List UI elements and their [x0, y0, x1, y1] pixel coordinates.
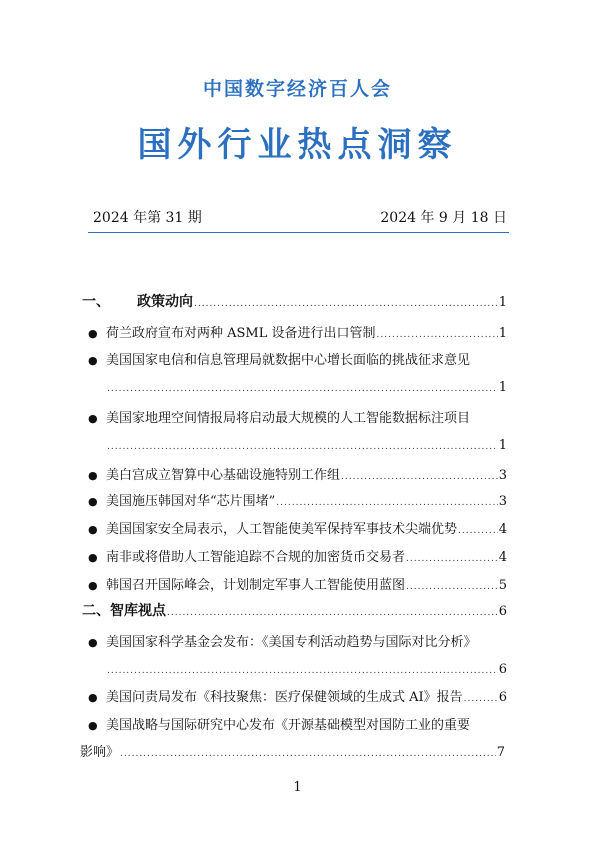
toc-item-text: 南非或将借助人工智能追踪不合规的加密货币交易者 [106, 550, 406, 565]
toc-item-text: 美国施压韩国对华“芯片围堵” [106, 494, 276, 509]
toc-item-text: 美白宫成立智算中心基础设施特别工作组 [106, 468, 341, 483]
section-number: 一、 [82, 294, 110, 310]
toc-item[interactable] [82, 352, 507, 398]
toc-item-text: 韩国召开国际峰会，计划制定军事人工智能使用蓝图 [106, 578, 406, 593]
toc-item-text: 美国国家科学基金会发布：《美国专利活动趋势与国际对比分析》 [106, 635, 477, 650]
dot-leader [406, 551, 498, 568]
issue-number: 2024 年第 31 期 [93, 210, 202, 226]
bullet-icon: ● [88, 327, 98, 340]
dot-leader [107, 381, 498, 398]
dot-leader [464, 691, 498, 708]
section-label: 二、智库视点 [82, 603, 166, 619]
dot-leader [406, 579, 498, 596]
page-footer-number: 1 [293, 780, 302, 795]
bullet-icon: ● [88, 469, 98, 482]
bullet-icon: ● [88, 412, 98, 425]
page-number: 4 [498, 550, 507, 565]
dot-leader [167, 605, 498, 622]
toc-item-text: 美国国家电信和信息管理局就数据中心增长面临的挑战征求意见 [106, 353, 471, 368]
page-number: 6 [498, 690, 507, 705]
toc-item[interactable] [82, 549, 507, 568]
publication-title: 国外行业热点洞察 [137, 125, 458, 165]
toc-item[interactable] [82, 410, 507, 456]
toc-item-text: 美国国家安全局表示，人工智能使美军保持军事技术尖端优势 [106, 522, 458, 537]
page-number: 1 [498, 438, 507, 453]
dot-leader [194, 296, 498, 313]
organization-name: 中国数字经济百人会 [202, 78, 392, 100]
section-label: 政策动向 [137, 294, 193, 310]
page-number: 4 [498, 522, 507, 537]
bullet-icon: ● [88, 719, 98, 732]
toc-item-text: 美国战略与国际研究中心发布《开源基础模型对国防工业的重要 [106, 718, 471, 733]
dot-leader [377, 327, 498, 344]
bullet-icon: ● [88, 551, 98, 564]
toc-item[interactable] [82, 325, 507, 344]
toc-item[interactable] [82, 634, 507, 680]
bullet-icon: ● [88, 579, 98, 592]
toc-item-text: 美国家地理空间情报局将启动最大规模的人工智能数据标注项目 [106, 411, 471, 426]
toc-item[interactable] [82, 521, 507, 540]
page-number: 6 [498, 604, 507, 619]
page-number: 6 [498, 662, 507, 677]
toc-item[interactable] [82, 689, 507, 708]
bullet-icon: ● [88, 523, 98, 536]
dot-leader [458, 523, 498, 540]
dot-leader [120, 746, 496, 763]
issue-date: 2024 年 9 月 18 日 [380, 210, 507, 226]
page-number: 1 [498, 295, 507, 310]
dot-leader [341, 469, 498, 486]
dot-leader [276, 495, 497, 512]
toc-item[interactable] [82, 577, 507, 596]
page-number: 7 [496, 745, 505, 760]
toc-item-text: 美国问责局发布《科技聚焦：医疗保健领域的生成式 AI》报告 [106, 690, 463, 705]
dot-leader [107, 663, 498, 680]
bullet-icon: ● [88, 636, 98, 649]
page-number: 1 [498, 380, 507, 395]
bullet-icon: ● [88, 691, 98, 704]
toc-section-policy[interactable] [82, 294, 507, 313]
dot-leader [107, 439, 498, 456]
page-number: 3 [498, 494, 507, 509]
toc-item[interactable] [82, 493, 507, 512]
toc-item-text-continued: 影响》 [80, 745, 120, 760]
bullet-icon: ● [88, 495, 98, 508]
toc-item-text: 荷兰政府宣布对两种 ASML 设备进行出口管制 [106, 326, 376, 341]
toc-item[interactable] [82, 717, 507, 763]
header-divider [88, 232, 509, 233]
page-number: 5 [498, 578, 507, 593]
toc-section-think-tank[interactable] [82, 603, 507, 622]
page-number: 3 [498, 468, 507, 483]
page-number: 1 [498, 326, 507, 341]
issue-info-row [93, 207, 507, 227]
toc-item[interactable] [82, 467, 507, 486]
bullet-icon: ● [88, 354, 98, 367]
